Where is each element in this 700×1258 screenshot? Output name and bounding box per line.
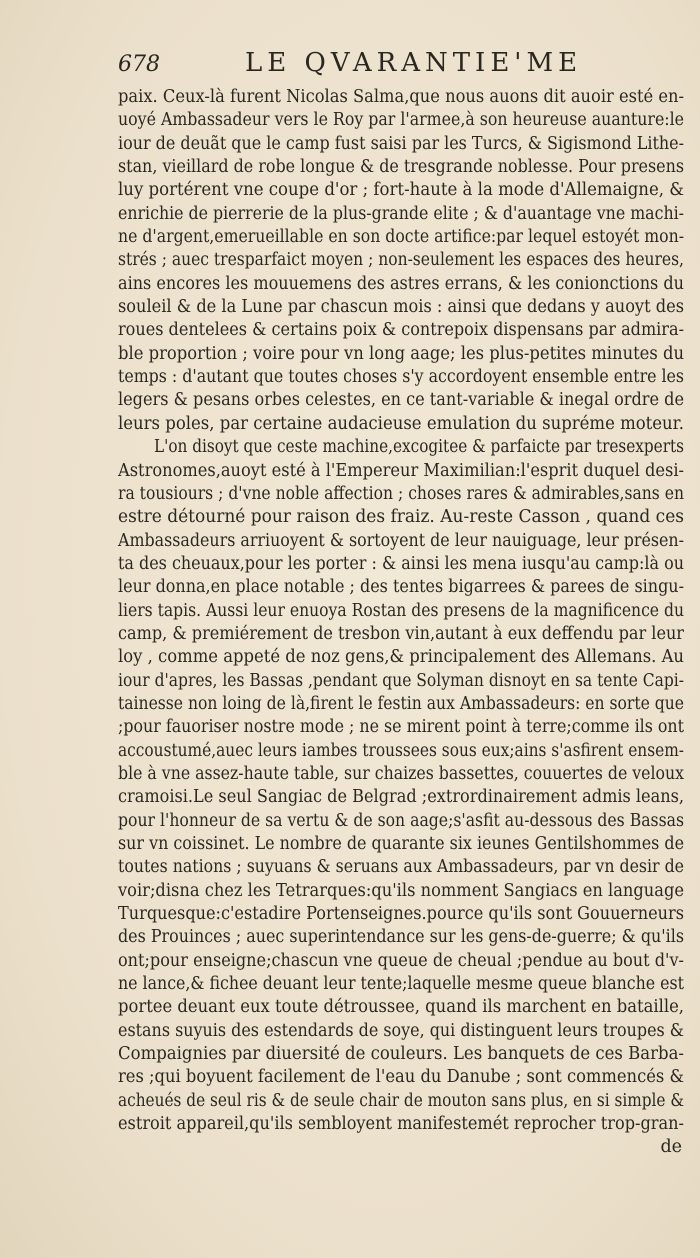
text-line: estans suyuis des estendards de soye, qui distinguent leurs troupes & (118, 1020, 684, 1041)
text-line: des Prouinces ; auec superintendance sur les gens-de-guerre; & qu'ils (118, 927, 684, 948)
text-line: paix. Ceux-là furent Nicolas Salma,que nous auons dit auoir esté en- (118, 87, 684, 107)
text-line: temps : d'autant que toutes choses s'y accordoyent ensemble entre les (118, 367, 684, 388)
text-line: loy , comme appeté de noz gens,& principalement des Allemans. Au (118, 647, 684, 668)
catchword: de (660, 1137, 682, 1158)
text-line: ;pour fauoriser nostre mode ; ne se mirent point à terre;comme ils ont (118, 717, 684, 738)
text-line: ta des cheuaux,pour les porter : & ainsi les mena iusqu'au camp:là ou (118, 553, 684, 574)
text-line: uoyé Ambassadeur vers le Roy par l'armee,à son heureuse auanture:le (118, 110, 684, 131)
text-line: ne lance,& fichee deuant leur tente;laquelle mesme queue blanche est (118, 974, 684, 995)
text-line: ne d'argent,emerueillable en son docte artifice:par lequel estoyét mon- (118, 227, 684, 248)
text-line: L'on disoyt que ceste machine,excogitee & parfaicte par tresexperts (154, 437, 684, 458)
text-line: ont;pour enseigne;chascun vne queue de cheual ;pendue au bout d'v- (118, 950, 684, 971)
text-line: estre détourné pour raison des fraiz. Au-reste Casson , quand ces (118, 507, 684, 528)
running-head: LE QVARANTIE'ME (245, 48, 583, 78)
text-line: voir;disna chez les Tetrarques:qu'ils nomment Sangiacs en language (118, 880, 684, 901)
text-line: acheués de seul ris & de seule chair de mouton sans plus, en si simple & (118, 1090, 684, 1111)
text-line: toutes nations ; suyuans & seruans aux Ambassadeurs, par vn desir de (118, 857, 684, 878)
text-line: iour de deuãt que le camp fust saisi par les Turcs, & Sigismond Lithe- (118, 133, 684, 154)
text-line: tainesse non loing de là,firent le festin aux Ambassadeurs: en sorte que (118, 693, 684, 714)
text-line: enrichie de pierrerie de la plus-grande elite ; & d'auantage vne machi- (118, 203, 684, 224)
text-line: accoustumé,auec leurs iambes troussees sous eux;ains s'asfirent ensem- (118, 740, 684, 761)
text-line: camp, & premiérement de tresbon vin,autant à eux deffendu par leur (118, 623, 684, 644)
body-text (118, 86, 684, 1160)
text-line: legers & pesans orbes celestes, en ce tant-variable & inegal ordre de (118, 390, 684, 411)
text-line: strés ; auec tresparfaict moyen ; non-seulement les espaces des heures, (118, 250, 684, 271)
text-line: ble à vne assez-haute table, sur chaizes bassettes, couuertes de veloux (118, 763, 684, 784)
text-line: Ambassadeurs arriuoyent & sortoyent de leur nauiguage, leur présen- (118, 530, 684, 551)
text-line: sur vn coissinet. Le nombre de quarante six ieunes Gentilshommes de (118, 834, 684, 854)
text-line: souleil & de la Lune par chascun mois : ainsi que dedans y auoyt des (118, 297, 684, 318)
text-line: Compaignies par diuersité de couleurs. Les banquets de ces Barba- (118, 1044, 684, 1065)
text-line: liers tapis. Aussi leur enuoya Rostan des presens de la magnificence du (118, 600, 684, 621)
text-line: stan, vieillard de robe longue & de tresgrande noblesse. Pour presens (118, 157, 684, 178)
text-line: portee deuant eux toute détroussee, quand ils marchent en bataille, (118, 997, 684, 1018)
page-number: 678 (118, 52, 160, 77)
text-line: ains encores les mouuemens des astres errans, & les conionctions du (118, 273, 684, 294)
text-line: Turquesque:c'estadire Portenseignes.pource qu'ils sont Gouuerneurs (118, 904, 684, 925)
text-line: luy portérent vne coupe d'or ; fort-haute à la mode d'Allemaigne, & (118, 180, 684, 201)
text-line: pour l'honneur de sa vertu & de son aage;s'asfit au-dessous des Bassas (118, 810, 684, 831)
text-line: leurs poles, par certaine audacieuse emulation du supréme moteur. (118, 413, 684, 434)
text-line: roues dentelees & certains poix & contrepoix dispensans par admira- (118, 320, 684, 341)
text-line: res ;qui boyuent facilement de l'eau du Danube ; sont commencés & (118, 1067, 684, 1088)
text-line: leur donna,en place notable ; des tentes bigarrees & parees de singu- (118, 577, 684, 598)
text-line: cramoisi.Le seul Sangiac de Belgrad ;extrordinairement admis leans, (118, 787, 684, 808)
text-line: ble proportion ; voire pour vn long aage; les plus-petites minutes du (118, 343, 684, 364)
text-line: iour d'apres, les Bassas ,pendant que Solyman disnoyt en sa tente Capi- (118, 670, 684, 691)
text-line: ra tousiours ; d'vne noble affection ; choses rares & admirables,sans en (118, 483, 684, 504)
text-line: estroit appareil,qu'ils sembloyent manifestemét reprocher trop-gran- (118, 1114, 684, 1135)
text-line: Astronomes,auoyt esté à l'Empereur Maximilian:l'esprit duquel desi- (118, 460, 684, 481)
